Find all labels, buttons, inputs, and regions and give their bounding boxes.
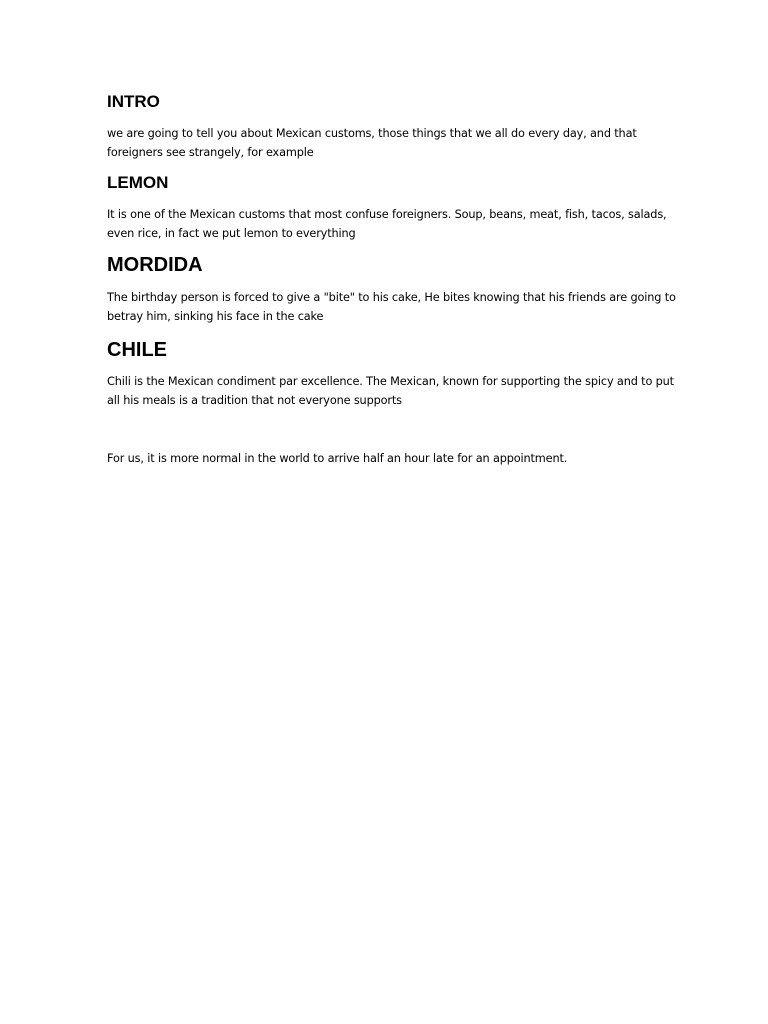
section-heading-chile: CHILE bbox=[107, 339, 167, 361]
section-body-mordida: The birthday person is forced to give a "bite" to his cake, He bites knowing that his friends are going to betray him, sinking his face in the cake bbox=[107, 291, 676, 323]
closing-paragraph: For us, it is more normal in the world to arrive half an hour late for an appointment. bbox=[107, 452, 568, 465]
section-heading-mordida: MORDIDA bbox=[107, 254, 203, 276]
section-body-lemon: It is one of the Mexican customs that most confuse foreigners. Soup, beans, meat, fish, tacos, salads, even rice, in fact we put lemon to everything bbox=[107, 208, 667, 240]
section-heading-lemon: LEMON bbox=[107, 173, 169, 192]
section-heading-intro: INTRO bbox=[107, 92, 160, 111]
section-body-chile: Chili is the Mexican condiment par excellence. The Mexican, known for supporting the spicy and to put all his meals is a tradition that not everyone supports bbox=[107, 375, 674, 407]
section-body-intro: we are going to tell you about Mexican customs, those things that we all do every day, and that foreigners see strangely, for example bbox=[107, 127, 637, 159]
